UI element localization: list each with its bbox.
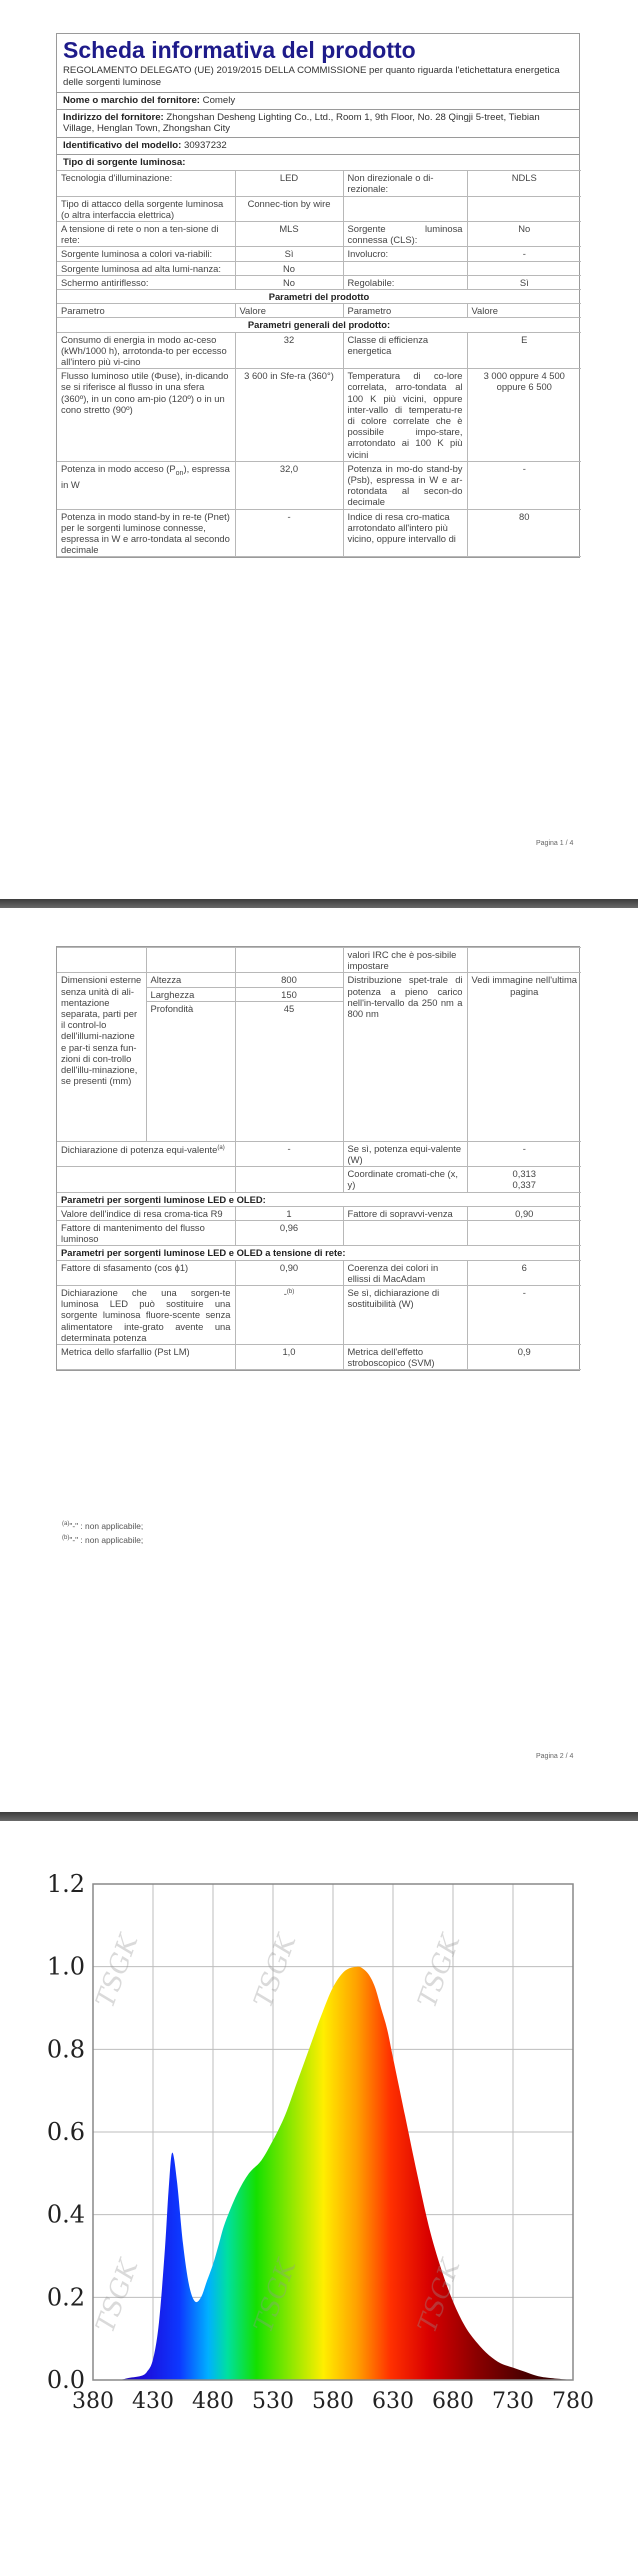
separator-bar xyxy=(0,899,638,908)
pon-value: 32,0 xyxy=(235,461,343,509)
page-1 xyxy=(0,0,638,893)
psb-value: - xyxy=(467,461,581,509)
x-value: 0,313 xyxy=(512,1168,536,1180)
hl-value: No xyxy=(235,261,343,275)
retro-value: - xyxy=(283,1288,287,1300)
mains-params-title: Parametri per sorgenti luminose LED e OLED a tensione di rete: xyxy=(57,1246,581,1260)
page-2 xyxy=(0,925,638,1812)
energy-value: 32 xyxy=(235,332,343,369)
pon-label-a: Potenza in modo acceso (P xyxy=(61,462,176,474)
address-row xyxy=(57,109,579,137)
col-param-1: Parametro xyxy=(57,304,235,318)
glare-label: Schermo antiriflesso: xyxy=(57,275,235,289)
table-row xyxy=(57,196,581,221)
cri-label-cont: valori IRC che è pos-sibile impostare xyxy=(343,948,467,973)
model-label: Identificativo del modello: xyxy=(63,139,182,151)
retro-label: Dichiarazione che una sorgen-te luminosa LED può sostituire una sorgente luminosa fluore-scente senza alimentatore inte-grato avente una determinata potenza xyxy=(57,1286,235,1345)
y-tick-label: 0.2 xyxy=(46,2283,85,2312)
model-row xyxy=(57,137,579,154)
cls-label: Sorgente luminosa connessa (CLS): xyxy=(343,221,467,246)
table-header-row xyxy=(57,304,581,318)
footnote-b xyxy=(62,1532,143,1546)
spd-value: Vedi immagine nell'ultima pagina xyxy=(467,973,581,1141)
watermark-text: TSGK xyxy=(90,2255,145,2337)
retro-w-label: Se sì, dichiarazione di sostituibilità (W) xyxy=(343,1286,467,1345)
table-row xyxy=(57,247,581,261)
cls-value: No xyxy=(467,221,581,246)
retro-value-cell xyxy=(235,1286,343,1345)
regulation-text: REGOLAMENTO DELEGATO (UE) 2019/2015 DELLA COMMISSIONE per quanto riguarda l'etichettatura energetica delle sorgenti luminose xyxy=(63,65,560,88)
table-row xyxy=(57,369,581,462)
surv-value: 0,90 xyxy=(467,1206,581,1220)
mains-value: MLS xyxy=(235,221,343,246)
equiv-label-cell xyxy=(57,1141,235,1166)
equiv-value: - xyxy=(235,1141,343,1166)
separator-bar xyxy=(0,1812,638,1821)
x-tick-label: 630 xyxy=(372,2389,414,2414)
height-label: Altezza xyxy=(146,973,235,987)
retro-w-value: - xyxy=(467,1286,581,1345)
footnote-b-text: "-" : non applicabile; xyxy=(69,1534,144,1545)
cct-value: 3 000 oppure 4 500 oppure 6 500 xyxy=(467,369,581,462)
colour-value: Sì xyxy=(235,247,343,261)
led-params-title: Parametri per sorgenti luminose LED e OLED: xyxy=(57,1192,581,1206)
maint-label: Fattore di mantenimento del flusso luminoso xyxy=(57,1221,235,1246)
flux-label: Flusso luminoso utile (Φuse), in-dicando se si riferisce al flusso in una sfera (360º), in un cono am-pio (120º) o in un cono stretto (90º) xyxy=(57,369,235,462)
table-row xyxy=(57,1260,581,1285)
col-param-2: Parametro xyxy=(343,304,467,318)
x-tick-label: 780 xyxy=(552,2389,594,2414)
equiv-label: Dichiarazione di potenza equi-valente xyxy=(61,1143,218,1155)
cct-label: Temperatura di co-lore correlata, arro-tondata al 100 K più vicini, oppure inter-vallo di temperatu-re di colore correlate che è possibile impo-stare, arrotondato ai 100 K più vicini xyxy=(343,369,467,462)
pnet-value: - xyxy=(235,509,343,557)
table-row xyxy=(57,171,581,196)
page-number-1: Pagina 1 / 4 xyxy=(536,840,574,847)
depth-value: 45 xyxy=(235,1001,343,1141)
supplier-value: Comely xyxy=(202,95,236,107)
svm-value: 0,9 xyxy=(467,1345,581,1370)
tech-value: LED xyxy=(235,171,343,196)
spectral-distribution-chart xyxy=(0,1824,638,2560)
x-tick-label: 480 xyxy=(192,2389,234,2414)
pf-value: 0,90 xyxy=(235,1260,343,1285)
y-tick-label: 0.8 xyxy=(46,2035,85,2064)
table-row xyxy=(57,1246,581,1260)
y-value: 0,337 xyxy=(512,1179,536,1191)
tech-label: Tecnologia d'illuminazione: xyxy=(57,171,235,196)
pon-label-cell xyxy=(57,461,235,509)
glare-value: No xyxy=(235,275,343,289)
dims-label: Dimensioni esterne senza unità di ali-mentazione separata, parti per il control-lo dell'illumi-nazione e par-ti senza fun-zioni di con-trollo dell'illu-minazione, se presenti (mm) xyxy=(57,973,146,1141)
table-row xyxy=(57,1286,581,1345)
pst-value: 1,0 xyxy=(235,1345,343,1370)
supplier-row xyxy=(57,92,579,109)
table-row xyxy=(57,221,581,246)
equiv-footnote-mark: (a) xyxy=(217,1144,225,1151)
y-tick-label: 1.2 xyxy=(46,1870,85,1898)
x-tick-label: 730 xyxy=(492,2389,534,2414)
depth-label: Profondità xyxy=(146,1001,235,1141)
table-row xyxy=(57,1167,581,1192)
macadam-value: 6 xyxy=(467,1260,581,1285)
cri-value: 80 xyxy=(467,509,581,557)
address-value: Zhongshan Desheng Lighting Co., Ltd., Room 1, 9th Floor, No. 28 Qingji 5-treet, Tiebian Village, Henglan Town, Zhongshan City xyxy=(63,111,540,135)
nondir-value: NDLS xyxy=(467,171,581,196)
width-label: Larghezza xyxy=(146,987,235,1001)
maint-value: 0,96 xyxy=(235,1221,343,1246)
cap-label-cell xyxy=(57,196,235,221)
table-row xyxy=(57,1192,581,1206)
footnote-a-mark: (a) xyxy=(62,1521,70,1527)
table-row xyxy=(57,948,581,973)
table-row xyxy=(57,461,581,509)
surv-label: Fattore di sopravvi-venza xyxy=(343,1206,467,1220)
colour-label: Sorgente luminosa a colori va-riabili: xyxy=(57,247,235,261)
footnote-b-mark: (b) xyxy=(62,1534,70,1541)
dim-label: Regolabile: xyxy=(343,275,467,289)
watermark-text: TSGK xyxy=(90,1930,145,2012)
y-tick-label: 0.4 xyxy=(46,2200,85,2229)
watermark-text: TSGK xyxy=(248,1930,303,2012)
pon-label-sub: on xyxy=(175,469,184,477)
class-label: Classe di efficienza energetica xyxy=(343,332,467,369)
page2-table-a xyxy=(57,947,581,1370)
envelope-label: Involucro: xyxy=(343,247,467,261)
pf-label: Fattore di sfasamento (cos ϕ1) xyxy=(57,1260,235,1285)
general-params-title: Parametri generali del prodotto: xyxy=(57,318,581,332)
class-value: E xyxy=(467,332,581,369)
spectrum-chart xyxy=(0,1824,638,2560)
r9-value: 1 xyxy=(235,1206,343,1220)
table-row xyxy=(57,1206,581,1220)
page-separator xyxy=(0,893,638,925)
supplier-label: Nome o marchio del fornitore: xyxy=(63,95,200,107)
mains-label: A tensione di rete o non a ten-sione di rete: xyxy=(57,221,235,246)
spectrum-area xyxy=(93,1967,573,2380)
doc-title: Scheda informativa del prodotto xyxy=(63,37,416,63)
y-axis xyxy=(47,1870,85,2394)
table-row xyxy=(57,1141,581,1166)
equiv-w-label: Se sì, potenza equi-valente (W) xyxy=(343,1141,467,1166)
retro-footnote-mark: (b) xyxy=(286,1289,295,1296)
nondir-label: Non direzionale o di-rezionale: xyxy=(343,171,467,196)
cap-value: Connec-tion by wire xyxy=(235,196,343,221)
cap-label: Tipo di attacco della sorgente luminosa xyxy=(61,197,224,209)
macadam-label: Coerenza dei colori in ellissi di MacAdam xyxy=(343,1260,467,1285)
spd-label: Distribuzione spet-trale di potenza a pieno carico nell'in-tervallo da 250 nm a 800 nm xyxy=(343,973,467,1141)
page-separator xyxy=(0,1812,638,1824)
r9-label: Valore dell'indice di resa croma-tica R9 xyxy=(57,1206,235,1220)
x-tick-label: 580 xyxy=(312,2389,354,2414)
height-value: 800 xyxy=(235,973,343,987)
table-row xyxy=(57,509,581,557)
table-row xyxy=(57,275,581,289)
col-value-1: Valore xyxy=(235,304,343,318)
x-tick-label: 380 xyxy=(72,2389,114,2414)
psb-label: Potenza in mo-do stand-by (Psb), espressa in W e ar-rotondata al secon-do decimale xyxy=(343,461,467,509)
cap-note: (o altra interfaccia elettrica) xyxy=(61,208,175,220)
pon-label-b: ), espressa in W xyxy=(61,462,230,490)
dim-value: Sì xyxy=(467,275,581,289)
svm-label: Metrica dell'effetto stroboscopico (SVM) xyxy=(343,1345,467,1370)
source-type-heading: Tipo di sorgente luminosa: xyxy=(57,154,579,171)
table-row xyxy=(57,261,581,275)
pst-label: Metrica dello sfarfallio (Pst LM) xyxy=(57,1345,235,1370)
footnote-a-text: "-" : non applicabile; xyxy=(69,1520,144,1531)
table-row xyxy=(57,1345,581,1370)
x-tick-label: 530 xyxy=(252,2389,294,2414)
table-row xyxy=(57,973,581,987)
watermark-text: TSGK xyxy=(412,2255,467,2337)
table-row xyxy=(57,332,581,369)
model-value: 30937232 xyxy=(184,139,227,151)
cri-label: Indice di resa cro-matica arrotondato all'intero più vicino, oppure intervallo di xyxy=(343,509,467,557)
table-row xyxy=(57,318,581,332)
col-value-2: Valore xyxy=(467,304,581,318)
address-label: Indirizzo del fornitore: xyxy=(63,111,164,123)
table-row xyxy=(57,289,581,303)
product-sheet-page-2 xyxy=(56,946,580,1371)
x-axis xyxy=(72,2389,594,2414)
x-tick-label: 430 xyxy=(132,2389,174,2414)
energy-label: Consumo di energia in modo ac-ceso (kWh/1000 h), arrotonda-to per eccesso all'intero più vi-cino xyxy=(57,332,235,369)
flux-value: 3 600 in Sfe-ra (360°) xyxy=(235,369,343,462)
footnote-a xyxy=(62,1518,143,1532)
watermark-text: TSGK xyxy=(412,1930,467,2012)
xy-value-cell xyxy=(467,1167,581,1192)
table-row xyxy=(57,1221,581,1246)
y-tick-label: 1.0 xyxy=(46,1952,85,1981)
params-section-title: Parametri del prodotto xyxy=(57,289,581,303)
page-number-2: Pagina 2 / 4 xyxy=(536,1753,574,1760)
envelope-value: - xyxy=(467,247,581,261)
hl-label: Sorgente luminosa ad alta lumi-nanza: xyxy=(57,261,235,275)
watermark-text: TSGK xyxy=(248,2255,303,2337)
pnet-label: Potenza in modo stand-by in re-te (Pnet) per le sorgenti luminose connesse, espressa in W e arro-tondata al secondo decimale xyxy=(57,509,235,557)
y-tick-label: 0.6 xyxy=(46,2118,85,2146)
source-type-table xyxy=(57,170,581,557)
footnotes xyxy=(58,1515,143,1546)
product-sheet-page-1 xyxy=(56,33,580,558)
width-value: 150 xyxy=(235,987,343,1001)
y-tick-label: 0.0 xyxy=(46,2366,85,2394)
xy-label: Coordinate cromati-che (x, y) xyxy=(343,1167,467,1192)
equiv-w-value: - xyxy=(467,1141,581,1166)
x-tick-label: 680 xyxy=(432,2389,474,2414)
